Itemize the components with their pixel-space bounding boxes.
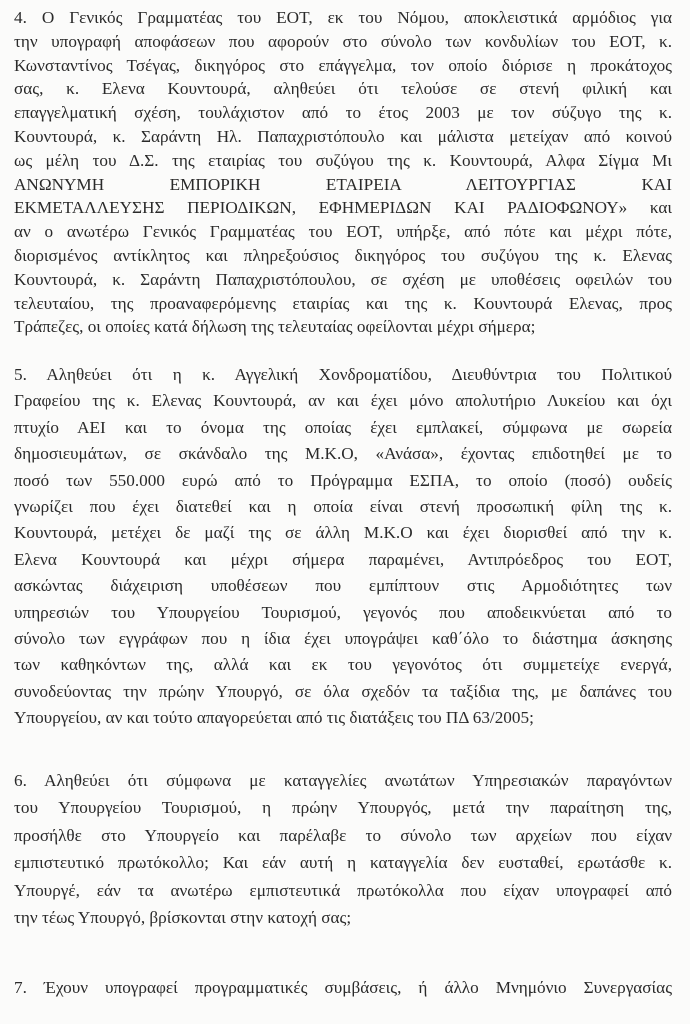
text-line: Ελενα Κουντουρά και μέχρι σήμερα παραμένει, Αντιπρόεδρος του ΕΟΤ, [14, 549, 672, 569]
text-line: ως μέλη του Δ.Σ. της εταιρίας του συζύγου της κ. Κουντουρά, Αλφα Σίγμα Μι [14, 150, 672, 170]
text-line: Τράπεζες, οι οποίες κατά δήλωση της τελευταίας οφείλονται μέχρι σήμερα; [14, 317, 536, 337]
text-line: επαγγελματική σχέση, τουλάχιστον από το έτος 2003 με τον σύζυγο της κ. [14, 103, 672, 123]
text-line: συνοδεύοντας την πρώην Υπουργό, σε όλα σχεδόν τα ταξίδια της, με δαπάνες του [14, 681, 672, 701]
text-line: δημοσιευμάτων, σε σκάνδαλο της Μ.Κ.Ο, «Ανάσα», έχοντας επιδοτηθεί με το [14, 444, 672, 464]
text-line: ΑΝΩΝΥΜΗ ΕΜΠΟΡΙΚΗ ΕΤΑΙΡΕΙΑ ΛΕΙΤΟΥΡΓΙΑΣ ΚΑΙ [14, 174, 672, 194]
text-line: των καθηκόντων της, αλλά και εκ του γεγονότος ότι συμμετείχε ενεργά, [14, 655, 672, 675]
text-line: πτυχίο ΑΕΙ και το όνομα της οποίας έχει εμπλακεί, σύμφωνα με σωρεία [14, 417, 672, 437]
text-line: Κουντουρά, μετέχει δε μαζί της σε άλλη Μ.Κ.Ο και έχει διορισθεί από την κ. [14, 523, 672, 543]
text-line: την υπογραφή αποφάσεων που αφορούν στο σύνολο των κονδυλίων του ΕΟΤ, κ. [14, 31, 672, 51]
text-line: Υπουργέ, εάν τα ανωτέρω εμπιστευτικά πρωτόκολλα που είχαν υπογραφεί από [14, 880, 672, 900]
paragraph-6 [14, 767, 672, 931]
paragraph-7 [14, 975, 672, 1001]
text-line: 7. Έχουν υπογραφεί προγραμματικές συμβάσεις, ή άλλο Μνημόνιο Συνεργασίας [14, 978, 672, 997]
text-line: 5. Αληθεύει ότι η κ. Αγγελική Χονδροματίδου, Διευθύντρια του Πολιτικού [14, 365, 672, 384]
text-line: του Υπουργείου Τουρισμού, η πρώην Υπουργός, μετά την παραίτηση της, [14, 798, 672, 818]
text-line: 6. Αληθεύει ότι σύμφωνα με καταγγελίες ανωτάτων Υπηρεσιακών παραγόντων [14, 771, 672, 790]
text-line: διορισμένος αντίκλητος και πληρεξούσιος δικηγόρος του συζύγου της κ. Ελενας [14, 245, 672, 265]
text-line: ποσό των 550.000 ευρώ από το Πρόγραμμα ΕΣΠΑ, το οποίο (ποσό) ουδείς [14, 470, 672, 490]
text-line: γνωρίζει που έχει διατεθεί και η οποία είναι στενή προσωπική φίλη της κ. [14, 497, 672, 517]
text-line: εμπιστευτικό πρωτόκολλο; Και εάν αυτή η καταγγελία δεν ευσταθεί, ερωτάσθε κ. [14, 853, 672, 873]
text-line: ασκώντας διάχειριση υποθέσεων που εμπίπτουν στις Αρμοδιότητες των [14, 576, 672, 596]
text-line: υπηρεσιών του Υπουργείου Τουρισμού, γεγονός που αποδεικνύεται από το [14, 602, 672, 622]
text-line: αν ο ανωτέρω Γενικός Γραμματέας του ΕΟΤ, υπήρξε, από πότε και μέχρι πότε, [14, 222, 672, 242]
text-line: προσήλθε στο Υπουργείο και παρέλαβε το σύνολο των αρχείων που είχαν [14, 825, 672, 845]
text-line: 4. Ο Γενικός Γραμματέας του ΕΟΤ, εκ του Νόμου, αποκλειστικά αρμόδιος για [14, 8, 672, 27]
text-line: ΕΚΜΕΤΑΛΛΕΥΣΗΣ ΠΕΡΙΟΔΙΚΩΝ, ΕΦΗΜΕΡΙΔΩΝ ΚΑΙ ΡΑΔΙΟΦΩΝΟΥ» και [14, 198, 672, 218]
text-line: σύνολο των εγγράφων που η ίδια έχει υπογράψει καθ΄όλο το διάστημα άσκησης [14, 629, 672, 649]
text-line: Κουντουρά, κ. Σαράντη Ηλ. Παπαχριστόπουλο και μάλιστα μετείχαν από κοινού [14, 126, 672, 146]
text-line: Κουντουρά, κ. Σαράντη Παπαχριστόπουλου, σε σχέση με υποθέσεις οφειλών του [14, 269, 672, 289]
text-line: τελευταίου, της προαναφερόμενης εταιρίας και της κ. Κουντουρά Ελενας, προς [14, 293, 672, 313]
text-line: Κωνσταντίνος Τσέγας, δικηγόρος στο επάγγελμα, τον οποίο διόρισε η προκάτοχος [14, 55, 672, 75]
text-line: σας, κ. Ελενα Κουντουρά, αληθεύει ότι τελούσε σε στενή φιλική και [14, 79, 672, 99]
paragraph-5 [14, 362, 672, 732]
text-line: Γραφείου της κ. Ελενας Κουντουρά, αν και έχει μόνο απολυτήριο Λυκείου και όχι [14, 391, 672, 411]
text-line: την τέως Υπουργό, βρίσκονται στην κατοχή σας; [14, 908, 352, 928]
paragraph-4 [14, 6, 672, 339]
text-line: Υπουργείου, αν και τούτο απαγορεύεται από τις διατάξεις του ΠΔ 63/2005; [14, 708, 534, 728]
